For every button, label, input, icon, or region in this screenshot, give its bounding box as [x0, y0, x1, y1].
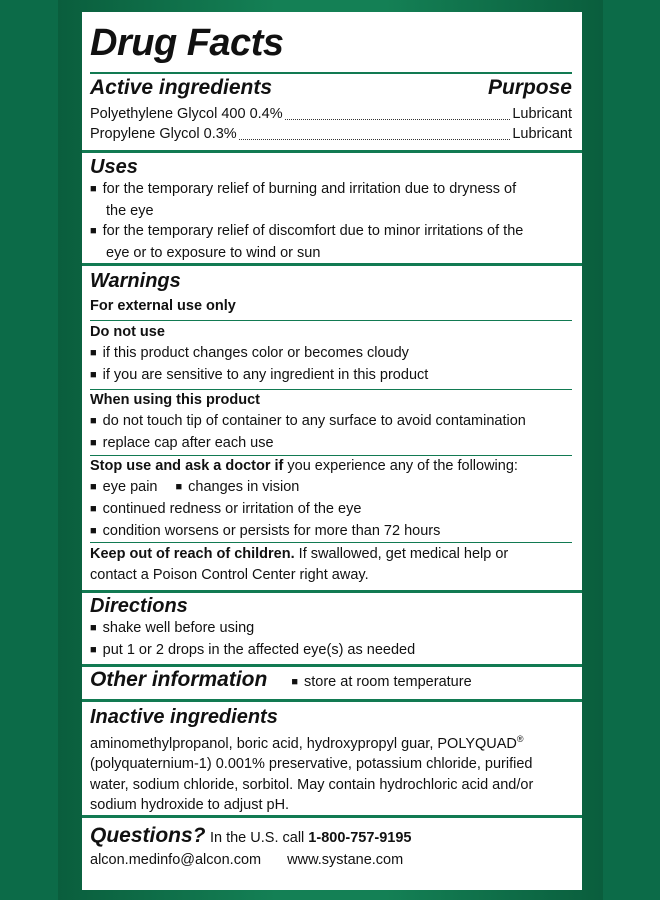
questions-section: Questions? In the U.S. call 1-800-757-9195 alcon.medinfo@alcon.com www.systane.com — [90, 824, 412, 868]
stop-use-block: Stop use and ask a doctor if you experience any of the following: ■ eye pain■ changes in vision ■ continued redness or irritation of the eye ■ condition worsens or persists for more than 72 hours — [90, 456, 572, 543]
other-info-section — [82, 667, 582, 702]
list-item: ■ put 1 or 2 drops in the affected eye(s) as needed — [90, 640, 572, 662]
uses-heading: Uses — [90, 156, 138, 178]
phone-number[interactable]: 1-800-757-9195 — [308, 830, 412, 846]
list-item: ■ for the temporary relief of burning and irritation due to dryness of the eye — [90, 179, 572, 222]
do-not-use-block: Do not use ■ if this product changes color or becomes cloudy ■ if you are sensitive to any ingredient in this product — [90, 322, 572, 390]
when-using-block: When using this product ■ do not touch tip of container to any surface to avoid contamination ■ replace cap after each use — [90, 390, 572, 456]
active-row: Propylene Glycol 0.3% Lubricant — [90, 126, 572, 142]
website-link[interactable]: www.systane.com — [287, 852, 404, 868]
inactive-text: aminomethylpropanol, boric acid, hydroxypropyl guar, POLYQUAD® (polyquaternium-1) 0.001% preservative, potassium chloride, purified water, sodium chloride, sorbitol. May contain hydrochloric acid and/or sodium hydroxide to adjust pH. — [90, 734, 534, 814]
active-row: Polyethylene Glycol 400 0.4% Lubricant — [90, 106, 572, 122]
list-item: ■ shake well before using — [90, 618, 572, 640]
list-item: ■ for the temporary relief of discomfort due to minor irritations of the eye or to exposure to wind or sun — [90, 221, 572, 264]
keep-out-block: Keep out of reach of children. If swallowed, get medical help or contact a Poison Control Center right away. — [90, 546, 509, 583]
active-heading: Active ingredients — [90, 76, 273, 99]
email-link[interactable]: alcon.medinfo@alcon.com — [90, 852, 262, 868]
directions-heading: Directions — [90, 595, 188, 617]
other-info-heading: Other information — [90, 668, 268, 691]
uses-section — [82, 153, 582, 266]
warnings-section — [82, 266, 582, 593]
directions-section — [82, 593, 582, 667]
external-use-text: For external use only — [90, 298, 236, 314]
drug-facts-panel — [82, 12, 582, 890]
list-item: ■ store at room temperature — [291, 672, 471, 694]
inactive-heading: Inactive ingredients — [90, 706, 278, 728]
warnings-heading: Warnings — [90, 270, 181, 292]
page-title: Drug Facts — [90, 22, 284, 64]
questions-heading: Questions? — [90, 824, 206, 847]
purpose-heading: Purpose — [487, 76, 572, 99]
inactive-section — [82, 702, 582, 818]
divider — [90, 72, 572, 74]
active-ingredients-section — [82, 12, 582, 153]
